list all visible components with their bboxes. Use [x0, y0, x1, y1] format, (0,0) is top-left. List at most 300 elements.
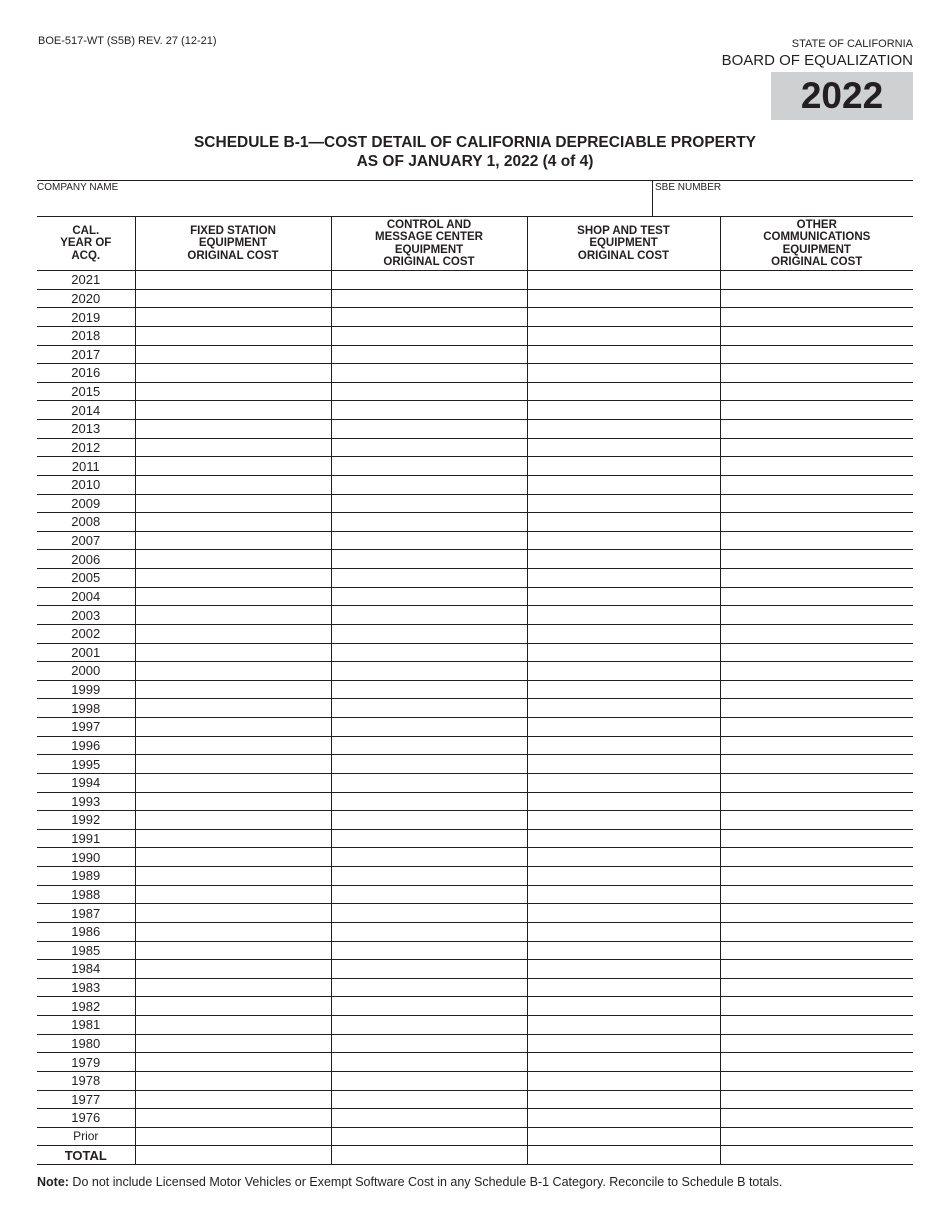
- fixed-station-cell[interactable]: [135, 550, 331, 569]
- fixed-station-cell[interactable]: [135, 457, 331, 476]
- other-communications-cell[interactable]: [720, 1071, 913, 1090]
- control-message-cell[interactable]: [331, 680, 527, 699]
- shop-test-cell[interactable]: [527, 308, 720, 327]
- other-communications-cell[interactable]: [720, 326, 913, 345]
- control-message-cell[interactable]: [331, 420, 527, 439]
- other-communications-cell[interactable]: [720, 289, 913, 308]
- other-communications-cell[interactable]: [720, 680, 913, 699]
- shop-test-cell[interactable]: [527, 1146, 720, 1165]
- table-row: [37, 513, 913, 532]
- table-row: [37, 364, 913, 383]
- year-label-cell: 2003: [37, 606, 135, 625]
- year-label-cell: 2014: [37, 401, 135, 420]
- control-message-cell[interactable]: [331, 1016, 527, 1035]
- table-row: [37, 1034, 913, 1053]
- other-communications-cell[interactable]: [720, 1016, 913, 1035]
- year-label-cell: 1984: [37, 960, 135, 979]
- table-row: [37, 699, 913, 718]
- shop-test-cell[interactable]: [527, 960, 720, 979]
- other-communications-cell[interactable]: [720, 997, 913, 1016]
- shop-test-cell[interactable]: [527, 829, 720, 848]
- shop-test-cell[interactable]: [527, 1053, 720, 1072]
- table-row: [37, 755, 913, 774]
- control-message-cell[interactable]: [331, 1053, 527, 1072]
- other-communications-cell[interactable]: [720, 643, 913, 662]
- fixed-station-cell[interactable]: [135, 867, 331, 886]
- control-message-cell[interactable]: [331, 569, 527, 588]
- shop-test-cell[interactable]: [527, 792, 720, 811]
- shop-test-cell[interactable]: [527, 997, 720, 1016]
- shop-test-cell[interactable]: [527, 624, 720, 643]
- control-message-cell[interactable]: [331, 624, 527, 643]
- fixed-station-cell[interactable]: [135, 438, 331, 457]
- control-message-cell[interactable]: [331, 550, 527, 569]
- table-row: [37, 475, 913, 494]
- shop-test-cell[interactable]: [527, 978, 720, 997]
- table-row: [37, 1109, 913, 1128]
- fixed-station-cell[interactable]: [135, 1146, 331, 1165]
- year-label-cell: 2013: [37, 420, 135, 439]
- other-communications-cell[interactable]: [720, 978, 913, 997]
- year-label-cell: 1989: [37, 867, 135, 886]
- fixed-station-cell[interactable]: [135, 401, 331, 420]
- fixed-station-cell[interactable]: [135, 755, 331, 774]
- other-communications-cell[interactable]: [720, 587, 913, 606]
- control-message-cell[interactable]: [331, 755, 527, 774]
- shop-test-cell[interactable]: [527, 755, 720, 774]
- shop-test-cell[interactable]: [527, 587, 720, 606]
- shop-test-cell[interactable]: [527, 680, 720, 699]
- control-message-cell[interactable]: [331, 401, 527, 420]
- fixed-station-cell[interactable]: [135, 531, 331, 550]
- control-message-cell[interactable]: [331, 904, 527, 923]
- other-communications-cell[interactable]: [720, 811, 913, 830]
- other-communications-cell[interactable]: [720, 1053, 913, 1072]
- year-label-cell: 1983: [37, 978, 135, 997]
- shop-test-cell[interactable]: [527, 1109, 720, 1128]
- control-message-cell[interactable]: [331, 513, 527, 532]
- sbe-number-field[interactable]: SBE NUMBER: [655, 182, 722, 193]
- page-title: [0, 133, 950, 171]
- year-label-cell: 2001: [37, 643, 135, 662]
- footer-note: [37, 1175, 782, 1189]
- year-label-cell: 1977: [37, 1090, 135, 1109]
- control-message-cell[interactable]: [331, 773, 527, 792]
- shop-test-cell[interactable]: [527, 848, 720, 867]
- table-row: [37, 885, 913, 904]
- fixed-station-cell[interactable]: [135, 1090, 331, 1109]
- col-header-year: CAL. YEAR OF ACQ.: [37, 217, 135, 271]
- fixed-station-cell[interactable]: [135, 960, 331, 979]
- year-label-cell: 1992: [37, 811, 135, 830]
- table-row: [37, 624, 913, 643]
- other-communications-cell[interactable]: [720, 736, 913, 755]
- shop-test-cell[interactable]: [527, 326, 720, 345]
- shop-test-cell[interactable]: [527, 1016, 720, 1035]
- shop-test-cell[interactable]: [527, 904, 720, 923]
- other-communications-cell[interactable]: [720, 922, 913, 941]
- table-row: [37, 773, 913, 792]
- other-communications-cell[interactable]: [720, 867, 913, 886]
- table-row: [37, 680, 913, 699]
- fixed-station-cell[interactable]: [135, 885, 331, 904]
- control-message-cell[interactable]: [331, 326, 527, 345]
- fixed-station-cell[interactable]: [135, 1127, 331, 1146]
- other-communications-cell[interactable]: [720, 792, 913, 811]
- control-message-cell[interactable]: [331, 531, 527, 550]
- control-message-cell[interactable]: [331, 364, 527, 383]
- control-message-cell[interactable]: [331, 1109, 527, 1128]
- other-communications-cell[interactable]: [720, 550, 913, 569]
- tax-year-badge: 2022: [771, 72, 913, 120]
- fixed-station-cell[interactable]: [135, 624, 331, 643]
- other-communications-cell[interactable]: [720, 531, 913, 550]
- fixed-station-cell[interactable]: [135, 829, 331, 848]
- fixed-station-cell[interactable]: [135, 382, 331, 401]
- control-message-cell[interactable]: [331, 587, 527, 606]
- shop-test-cell[interactable]: [527, 606, 720, 625]
- control-message-cell[interactable]: [331, 1034, 527, 1053]
- shop-test-cell[interactable]: [527, 867, 720, 886]
- other-communications-cell[interactable]: [720, 457, 913, 476]
- fixed-station-cell[interactable]: [135, 326, 331, 345]
- fixed-station-cell[interactable]: [135, 1071, 331, 1090]
- shop-test-cell[interactable]: [527, 1090, 720, 1109]
- other-communications-cell[interactable]: [720, 755, 913, 774]
- year-label-cell: 1993: [37, 792, 135, 811]
- year-label-cell: 1999: [37, 680, 135, 699]
- col-header-shop-test: SHOP AND TEST EQUIPMENT ORIGINAL COST: [527, 217, 720, 271]
- control-message-cell[interactable]: [331, 718, 527, 737]
- shop-test-cell[interactable]: [527, 513, 720, 532]
- table-row: [37, 289, 913, 308]
- control-message-cell[interactable]: [331, 438, 527, 457]
- control-message-cell[interactable]: [331, 345, 527, 364]
- fixed-station-cell[interactable]: [135, 289, 331, 308]
- table-row: [37, 922, 913, 941]
- control-message-cell[interactable]: [331, 1071, 527, 1090]
- table-row: [37, 904, 913, 923]
- fixed-station-cell[interactable]: [135, 941, 331, 960]
- shop-test-cell[interactable]: [527, 569, 720, 588]
- table-row: [37, 550, 913, 569]
- fixed-station-cell[interactable]: [135, 922, 331, 941]
- table-row: [37, 401, 913, 420]
- fixed-station-cell[interactable]: [135, 587, 331, 606]
- table-row: [37, 1016, 913, 1035]
- shop-test-cell[interactable]: [527, 271, 720, 290]
- year-label-cell: 1994: [37, 773, 135, 792]
- year-label-cell: 2012: [37, 438, 135, 457]
- fixed-station-cell[interactable]: [135, 848, 331, 867]
- year-label-cell: 2018: [37, 326, 135, 345]
- year-label-cell: 2021: [37, 271, 135, 290]
- control-message-cell[interactable]: [331, 811, 527, 830]
- fixed-station-cell[interactable]: [135, 1053, 331, 1072]
- fixed-station-cell[interactable]: [135, 643, 331, 662]
- agency-board: BOARD OF EQUALIZATION: [721, 52, 913, 69]
- other-communications-cell[interactable]: [720, 662, 913, 681]
- shop-test-cell[interactable]: [527, 718, 720, 737]
- table-body: [37, 271, 913, 1165]
- shop-test-cell[interactable]: [527, 531, 720, 550]
- year-label-cell: 1981: [37, 1016, 135, 1035]
- other-communications-cell[interactable]: [720, 699, 913, 718]
- control-message-cell[interactable]: [331, 475, 527, 494]
- shop-test-cell[interactable]: [527, 643, 720, 662]
- other-communications-cell[interactable]: [720, 885, 913, 904]
- year-label-cell: 2005: [37, 569, 135, 588]
- fixed-station-cell[interactable]: [135, 680, 331, 699]
- table-row: [37, 997, 913, 1016]
- other-communications-cell[interactable]: [720, 1127, 913, 1146]
- table-row: [37, 792, 913, 811]
- year-label-cell: 2016: [37, 364, 135, 383]
- control-message-cell[interactable]: [331, 494, 527, 513]
- year-label-cell: 2011: [37, 457, 135, 476]
- year-label-cell: Prior: [37, 1127, 135, 1146]
- table-row: [37, 1090, 913, 1109]
- control-message-cell[interactable]: [331, 922, 527, 941]
- cost-detail-table: [37, 216, 913, 1165]
- shop-test-cell[interactable]: [527, 438, 720, 457]
- note-text: Do not include Licensed Motor Vehicles or Exempt Software Cost in any Schedule B-1 Category. Reconcile to Schedule B totals.: [68, 1175, 783, 1189]
- year-label-cell: 1996: [37, 736, 135, 755]
- table-row: [37, 848, 913, 867]
- table-row: [37, 494, 913, 513]
- shop-test-cell[interactable]: [527, 736, 720, 755]
- control-message-cell[interactable]: [331, 699, 527, 718]
- table-row: [37, 420, 913, 439]
- other-communications-cell[interactable]: [720, 420, 913, 439]
- fixed-station-cell[interactable]: [135, 475, 331, 494]
- fixed-station-cell[interactable]: [135, 1016, 331, 1035]
- table-row: [37, 811, 913, 830]
- control-message-cell[interactable]: [331, 662, 527, 681]
- year-label-cell: 1998: [37, 699, 135, 718]
- year-label-cell: 2000: [37, 662, 135, 681]
- shop-test-cell[interactable]: [527, 457, 720, 476]
- other-communications-cell[interactable]: [720, 1034, 913, 1053]
- year-label-cell: 2015: [37, 382, 135, 401]
- fixed-station-cell[interactable]: [135, 773, 331, 792]
- fixed-station-cell[interactable]: [135, 699, 331, 718]
- other-communications-cell[interactable]: [720, 271, 913, 290]
- other-communications-cell[interactable]: [720, 438, 913, 457]
- table-row: [37, 271, 913, 290]
- fixed-station-cell[interactable]: [135, 736, 331, 755]
- shop-test-cell[interactable]: [527, 1034, 720, 1053]
- other-communications-cell[interactable]: [720, 606, 913, 625]
- other-communications-cell[interactable]: [720, 308, 913, 327]
- year-label-cell: TOTAL: [37, 1146, 135, 1165]
- control-message-cell[interactable]: [331, 978, 527, 997]
- fixed-station-cell[interactable]: [135, 662, 331, 681]
- company-info-row: [37, 180, 913, 216]
- shop-test-cell[interactable]: [527, 550, 720, 569]
- fixed-station-cell[interactable]: [135, 569, 331, 588]
- year-label-cell: 1991: [37, 829, 135, 848]
- other-communications-cell[interactable]: [720, 848, 913, 867]
- control-message-cell[interactable]: [331, 885, 527, 904]
- shop-test-cell[interactable]: [527, 922, 720, 941]
- control-message-cell[interactable]: [331, 308, 527, 327]
- table-row: [37, 1053, 913, 1072]
- control-message-cell[interactable]: [331, 960, 527, 979]
- other-communications-cell[interactable]: [720, 345, 913, 364]
- other-communications-cell[interactable]: [720, 960, 913, 979]
- other-communications-cell[interactable]: [720, 475, 913, 494]
- fixed-station-cell[interactable]: [135, 1034, 331, 1053]
- year-label-cell: 2009: [37, 494, 135, 513]
- shop-test-cell[interactable]: [527, 699, 720, 718]
- shop-test-cell[interactable]: [527, 494, 720, 513]
- year-label-cell: 1985: [37, 941, 135, 960]
- year-label-cell: 1987: [37, 904, 135, 923]
- table-row: [37, 662, 913, 681]
- control-message-cell[interactable]: [331, 457, 527, 476]
- table-row: [37, 1127, 913, 1146]
- year-label-cell: 1995: [37, 755, 135, 774]
- shop-test-cell[interactable]: [527, 1071, 720, 1090]
- control-message-cell[interactable]: [331, 1146, 527, 1165]
- shop-test-cell[interactable]: [527, 364, 720, 383]
- shop-test-cell[interactable]: [527, 1127, 720, 1146]
- table-row: [37, 308, 913, 327]
- other-communications-cell[interactable]: [720, 941, 913, 960]
- fixed-station-cell[interactable]: [135, 345, 331, 364]
- other-communications-cell[interactable]: [720, 1146, 913, 1165]
- col-header-other-communications: OTHER COMMUNICATIONS EQUIPMENT ORIGINAL COST: [720, 217, 913, 271]
- other-communications-cell[interactable]: [720, 829, 913, 848]
- control-message-cell[interactable]: [331, 1127, 527, 1146]
- control-message-cell[interactable]: [331, 829, 527, 848]
- fixed-station-cell[interactable]: [135, 308, 331, 327]
- table-row: [37, 643, 913, 662]
- control-message-cell[interactable]: [331, 289, 527, 308]
- fixed-station-cell[interactable]: [135, 606, 331, 625]
- year-label-cell: 2007: [37, 531, 135, 550]
- year-label-cell: 1988: [37, 885, 135, 904]
- control-message-cell[interactable]: [331, 867, 527, 886]
- year-label-cell: 2020: [37, 289, 135, 308]
- fixed-station-cell[interactable]: [135, 420, 331, 439]
- shop-test-cell[interactable]: [527, 401, 720, 420]
- other-communications-cell[interactable]: [720, 513, 913, 532]
- table-row: [37, 867, 913, 886]
- table-row: [37, 587, 913, 606]
- other-communications-cell[interactable]: [720, 401, 913, 420]
- other-communications-cell[interactable]: [720, 624, 913, 643]
- col-header-fixed-station: FIXED STATION EQUIPMENT ORIGINAL COST: [135, 217, 331, 271]
- year-label-cell: 1976: [37, 1109, 135, 1128]
- title-line-2: AS OF JANUARY 1, 2022 (4 of 4): [356, 153, 594, 170]
- col-header-control-message: CONTROL AND MESSAGE CENTER EQUIPMENT ORIGINAL COST: [331, 217, 527, 271]
- fixed-station-cell[interactable]: [135, 513, 331, 532]
- year-label-cell: 1978: [37, 1071, 135, 1090]
- control-message-cell[interactable]: [331, 848, 527, 867]
- title-line-1: SCHEDULE B-1—COST DETAIL OF CALIFORNIA DEPRECIABLE PROPERTY: [193, 134, 757, 151]
- agency-state: STATE OF CALIFORNIA: [791, 38, 913, 50]
- fixed-station-cell[interactable]: [135, 978, 331, 997]
- field-divider: [652, 181, 653, 217]
- table-row: [37, 736, 913, 755]
- fixed-station-cell[interactable]: [135, 997, 331, 1016]
- shop-test-cell[interactable]: [527, 475, 720, 494]
- shop-test-cell[interactable]: [527, 420, 720, 439]
- year-label-cell: 2017: [37, 345, 135, 364]
- control-message-cell[interactable]: [331, 792, 527, 811]
- year-label-cell: 2004: [37, 587, 135, 606]
- other-communications-cell[interactable]: [720, 718, 913, 737]
- shop-test-cell[interactable]: [527, 885, 720, 904]
- year-label-cell: 1980: [37, 1034, 135, 1053]
- shop-test-cell[interactable]: [527, 811, 720, 830]
- fixed-station-cell[interactable]: [135, 271, 331, 290]
- fixed-station-cell[interactable]: [135, 718, 331, 737]
- fixed-station-cell[interactable]: [135, 364, 331, 383]
- control-message-cell[interactable]: [331, 997, 527, 1016]
- control-message-cell[interactable]: [331, 941, 527, 960]
- control-message-cell[interactable]: [331, 382, 527, 401]
- table-row: [37, 960, 913, 979]
- fixed-station-cell[interactable]: [135, 904, 331, 923]
- shop-test-cell[interactable]: [527, 289, 720, 308]
- company-name-field[interactable]: COMPANY NAME: [37, 182, 119, 193]
- control-message-cell[interactable]: [331, 1090, 527, 1109]
- table-row: [37, 569, 913, 588]
- control-message-cell[interactable]: [331, 606, 527, 625]
- other-communications-cell[interactable]: [720, 773, 913, 792]
- year-label-cell: 2002: [37, 624, 135, 643]
- year-label-cell: 1997: [37, 718, 135, 737]
- year-label-cell: 2010: [37, 475, 135, 494]
- control-message-cell[interactable]: [331, 271, 527, 290]
- shop-test-cell[interactable]: [527, 345, 720, 364]
- control-message-cell[interactable]: [331, 736, 527, 755]
- table-row: [37, 718, 913, 737]
- table-row: [37, 606, 913, 625]
- fixed-station-cell[interactable]: [135, 792, 331, 811]
- other-communications-cell[interactable]: [720, 569, 913, 588]
- other-communications-cell[interactable]: [720, 1090, 913, 1109]
- shop-test-cell[interactable]: [527, 941, 720, 960]
- table-row: [37, 1071, 913, 1090]
- table-row: [37, 438, 913, 457]
- year-label-cell: 1990: [37, 848, 135, 867]
- other-communications-cell[interactable]: [720, 904, 913, 923]
- control-message-cell[interactable]: [331, 643, 527, 662]
- other-communications-cell[interactable]: [720, 382, 913, 401]
- other-communications-cell[interactable]: [720, 1109, 913, 1128]
- fixed-station-cell[interactable]: [135, 494, 331, 513]
- table-row: [37, 1146, 913, 1165]
- shop-test-cell[interactable]: [527, 662, 720, 681]
- table-header-row: [37, 217, 913, 271]
- shop-test-cell[interactable]: [527, 773, 720, 792]
- year-label-cell: 2006: [37, 550, 135, 569]
- shop-test-cell[interactable]: [527, 382, 720, 401]
- fixed-station-cell[interactable]: [135, 1109, 331, 1128]
- agency-header: [722, 38, 913, 70]
- year-label-cell: 2008: [37, 513, 135, 532]
- table-row: [37, 829, 913, 848]
- table-row: [37, 345, 913, 364]
- other-communications-cell[interactable]: [720, 494, 913, 513]
- other-communications-cell[interactable]: [720, 364, 913, 383]
- fixed-station-cell[interactable]: [135, 811, 331, 830]
- year-label-cell: 1982: [37, 997, 135, 1016]
